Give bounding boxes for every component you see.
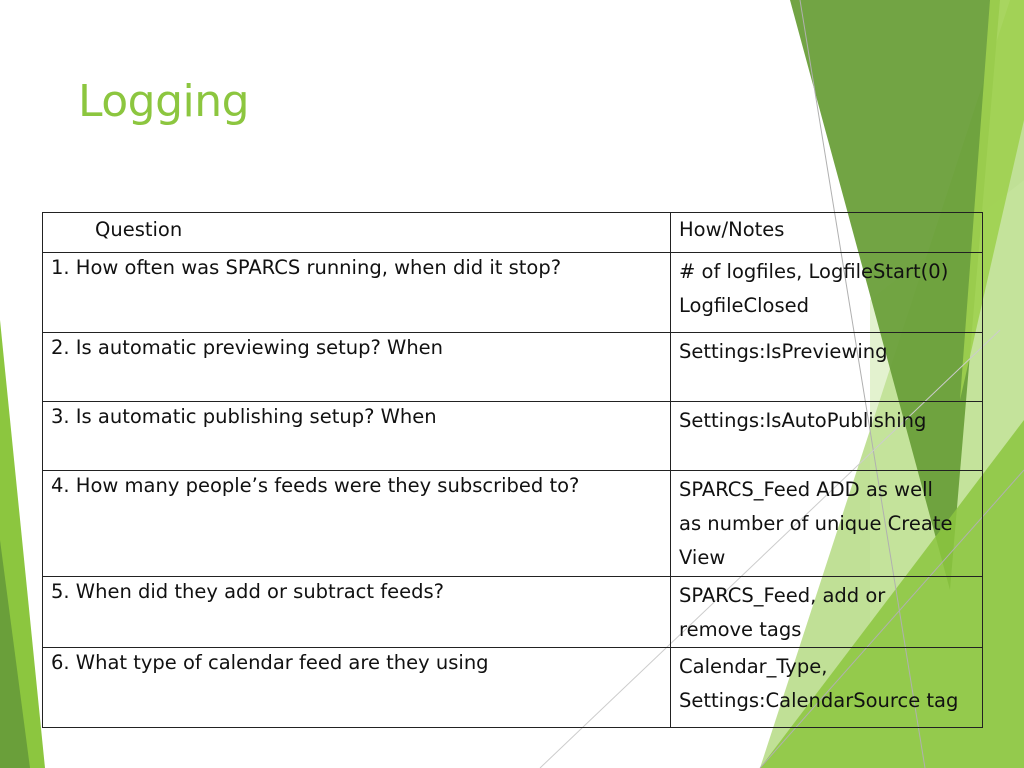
notes-cell (671, 648, 983, 728)
notes-line: SPARCS_Feed, add or (679, 584, 886, 607)
question-cell: 2. Is automatic previewing setup? When (43, 333, 671, 402)
table-row (43, 253, 983, 333)
notes-line: Settings:IsPreviewing (679, 340, 888, 363)
notes-cell (671, 577, 983, 648)
table-row (43, 402, 983, 471)
notes-line: SPARCS_Feed ADD as well (679, 478, 933, 501)
table-header-row (43, 213, 983, 253)
notes-line: # of logfiles, LogfileStart(0) (679, 260, 949, 283)
notes-line: Settings:CalendarSource tag (679, 689, 959, 712)
notes-cell (671, 253, 983, 333)
notes-cell (671, 333, 983, 402)
notes-line: Settings:IsAutoPublishing (679, 409, 927, 432)
notes-cell (671, 402, 983, 471)
table-row (43, 577, 983, 648)
question-cell: 5. When did they add or subtract feeds? (43, 577, 671, 648)
notes-line: View (679, 546, 726, 569)
slide-title: Logging (78, 76, 250, 127)
notes-line: LogfileClosed (679, 294, 810, 317)
notes-line: as number of unique Create (679, 512, 953, 535)
notes-line: Calendar_Type, (679, 655, 828, 678)
table-row (43, 333, 983, 402)
question-cell: 4. How many people’s feeds were they subscribed to? (43, 471, 671, 577)
notes-cell (671, 471, 983, 577)
question-cell: 6. What type of calendar feed are they using (43, 648, 671, 728)
question-cell: 3. Is automatic publishing setup? When (43, 402, 671, 471)
logging-table (42, 212, 983, 728)
header-question: Question (43, 213, 671, 253)
header-how-notes: How/Notes (671, 213, 983, 253)
table-row (43, 648, 983, 728)
notes-line: remove tags (679, 618, 802, 641)
table-row (43, 471, 983, 577)
question-cell: 1. How often was SPARCS running, when did it stop? (43, 253, 671, 333)
